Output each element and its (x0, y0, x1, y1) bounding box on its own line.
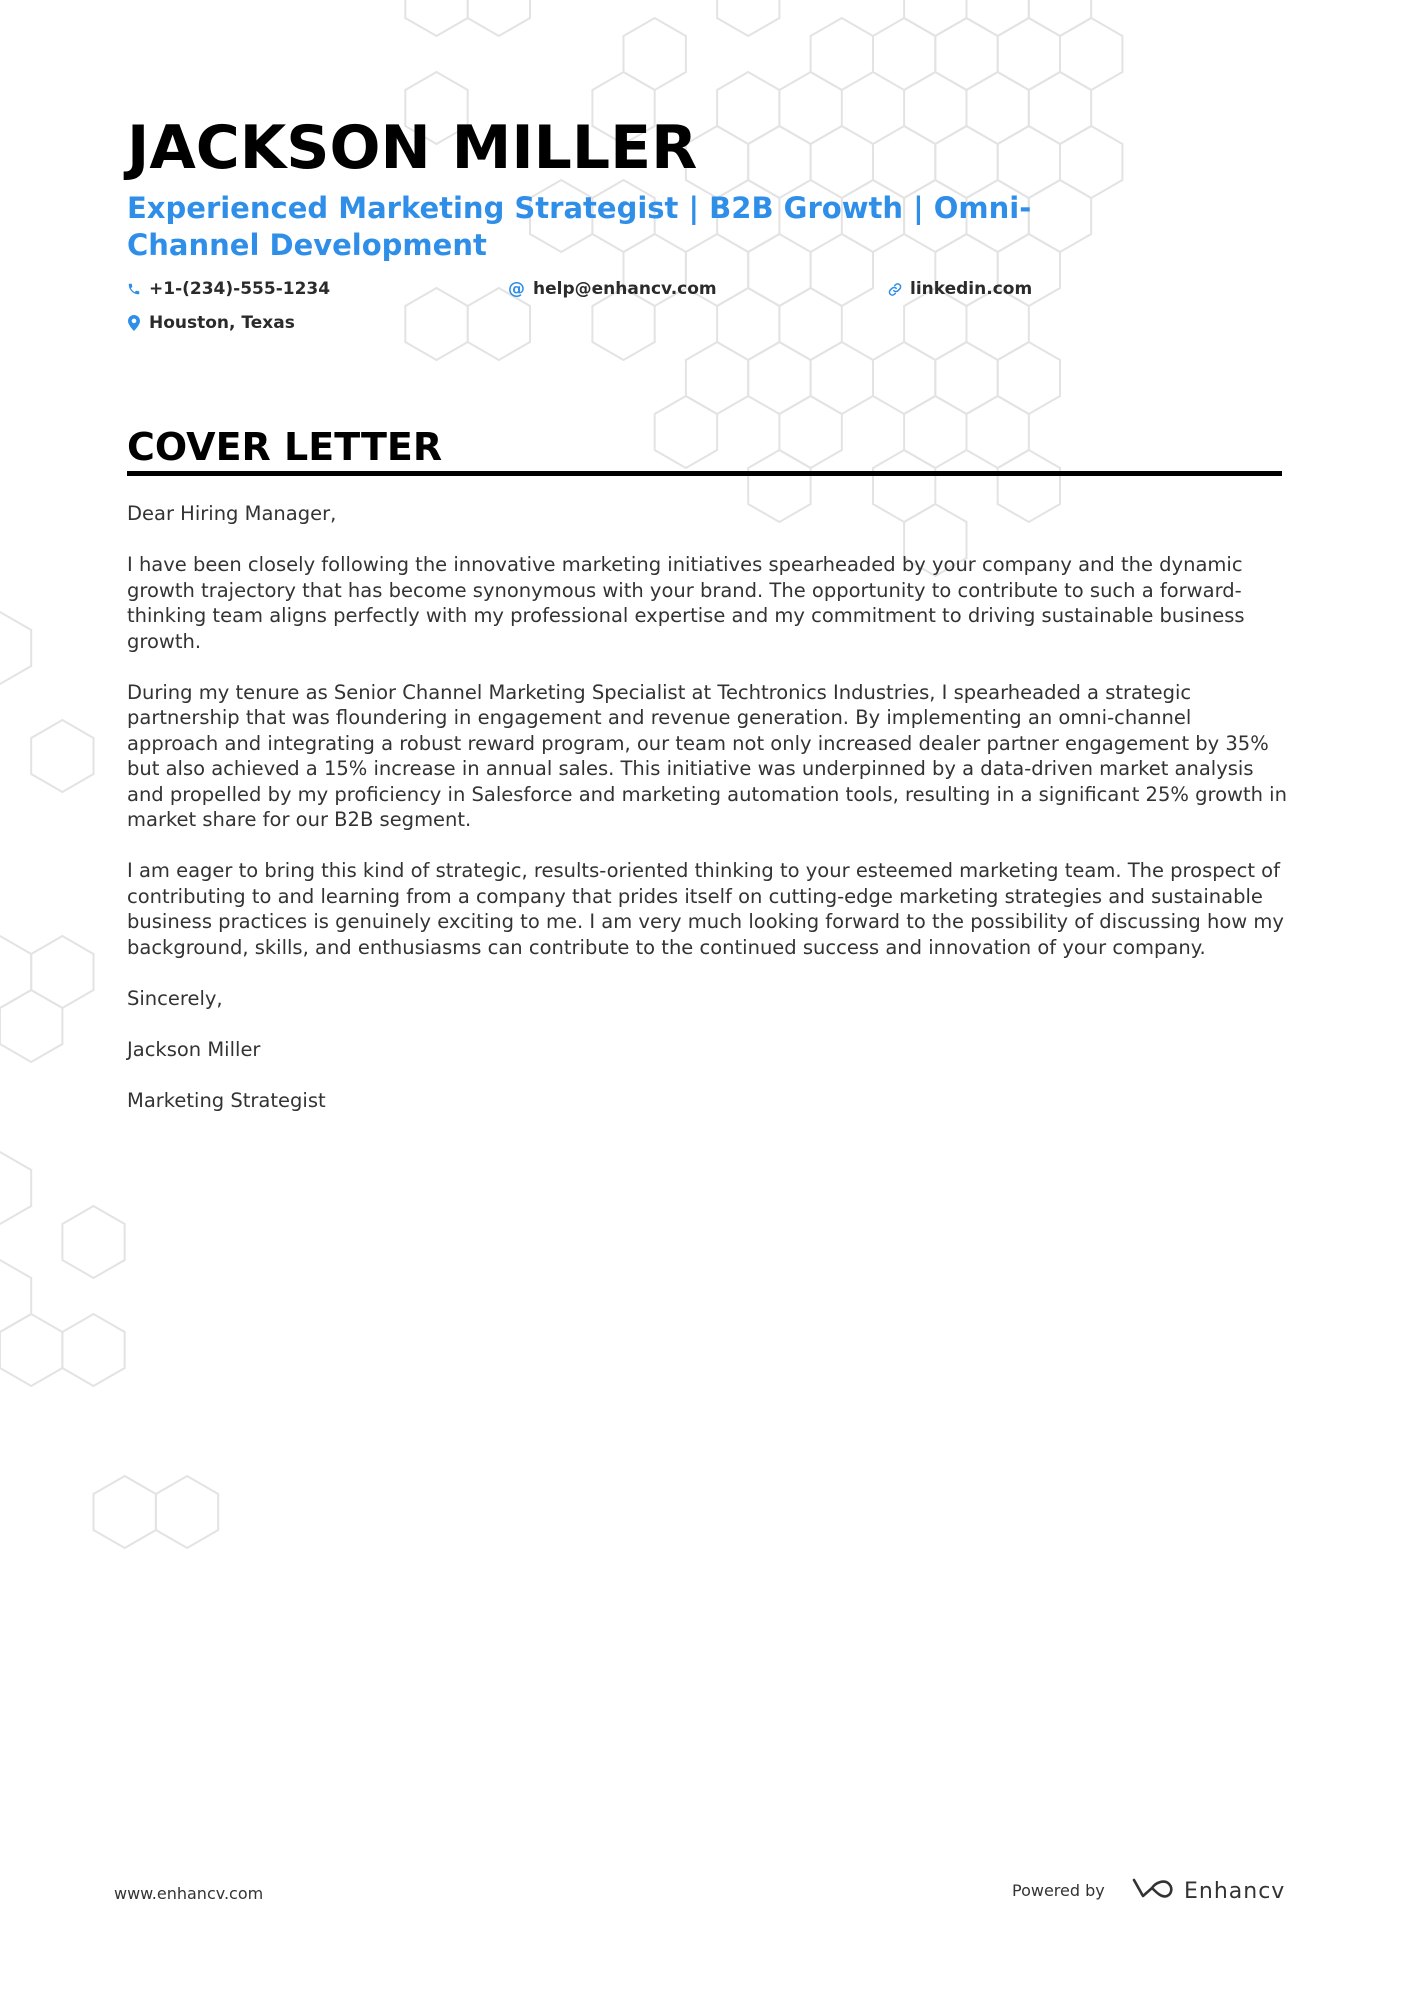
location-text: Houston, Texas (149, 313, 295, 333)
powered-by-label: Powered by (1012, 1881, 1105, 1900)
brand-name: Enhancv (1184, 1878, 1286, 1904)
website-text[interactable]: linkedin.com (910, 279, 1033, 299)
letter-paragraph: I have been closely following the innovative marketing initiatives spearheaded by your company and the dynamic growth trajectory that has become synonymous with your brand. The opportunity to contribute to such a forward-thinking team aligns perfectly with my professional expertise and my commitment to driving sustainable business growth. (127, 553, 1245, 653)
section-divider (127, 471, 1282, 476)
at-icon: @ (508, 279, 525, 299)
phone-text: +1-(234)-555-1234 (149, 279, 331, 299)
email-text[interactable]: help@enhancv.com (533, 279, 717, 299)
contact-phone (127, 278, 330, 300)
closing: Sincerely, (127, 986, 223, 1010)
signature-name: Jackson Miller (127, 1037, 261, 1061)
letter-body (127, 501, 1287, 1139)
letter-paragraph: I am eager to bring this kind of strategic, results-oriented thinking to your esteemed marketing team. The prospect of contributing to and learning from a company that prides itself on cutting-edge marketing strategies and sustainable business practices is genuinely exciting to me. I am very much looking forward to the possibility of discussing how my background, skills, and enthusiasms can contribute to the continued success and innovation of your company. (127, 859, 1284, 959)
enhancv-brand[interactable] (1130, 1876, 1285, 1906)
letter-paragraph: During my tenure as Senior Channel Marketing Specialist at Techtronics Industries, I spearheaded a strategic partnership that was floundering in engagement and revenue generation. By implementing an omni-channel approach and integrating a robust reward program, our team not only increased dealer partner engagement by 35% but also achieved a 15% increase in annual sales. This initiative was underpinned by a data-driven market analysis and propelled by my proficiency in Salesforce and marketing automation tools, resulting in a significant 25% growth in market share for our B2B segment. (127, 680, 1287, 831)
footer-url[interactable]: www.enhancv.com (114, 1884, 264, 1903)
location-pin-icon (127, 315, 141, 331)
applicant-headline: Experienced Marketing Strategist | B2B Growth | Omni-Channel Development (127, 191, 1032, 262)
contact-location (127, 312, 295, 334)
signature-title: Marketing Strategist (127, 1088, 326, 1112)
link-icon (888, 281, 902, 297)
section-title: COVER LETTER (127, 425, 443, 469)
enhancv-logo-icon (1130, 1876, 1184, 1906)
contact-email[interactable] (508, 278, 717, 300)
phone-icon (127, 281, 141, 297)
contact-website[interactable] (888, 278, 1032, 300)
applicant-name: JACKSON MILLER (127, 113, 698, 183)
salutation: Dear Hiring Manager, (127, 502, 337, 525)
